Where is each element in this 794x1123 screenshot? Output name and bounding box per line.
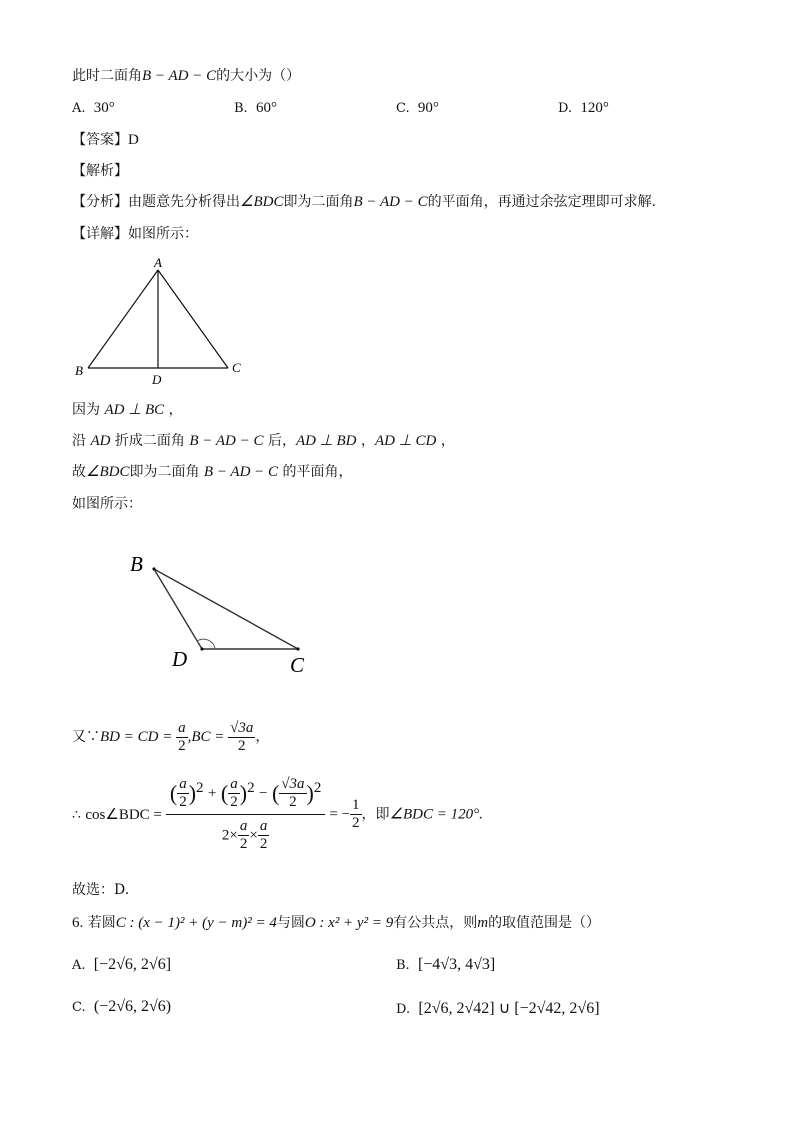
question-number: 6. xyxy=(72,915,84,931)
side-ac xyxy=(158,270,228,368)
text: 的取值范围是（） xyxy=(488,915,601,931)
numerator: √3a xyxy=(230,719,254,736)
result-cell xyxy=(325,776,483,853)
fold-line xyxy=(72,431,455,451)
dihedral-expression: B − AD − C xyxy=(353,194,428,210)
fraction-sqrt3a-over-2 xyxy=(279,776,306,811)
fenxi-text: 即为二面角 xyxy=(283,194,354,210)
option-letter: D. xyxy=(396,1002,411,1017)
exponent: 2 xyxy=(196,779,204,796)
fraction-a-over-2 xyxy=(238,818,250,853)
result-expression: ∠BDC = 120°. xyxy=(389,806,483,823)
text: 即为二面角 xyxy=(129,464,200,480)
fraction-one-half xyxy=(350,797,362,832)
cosine-equation xyxy=(72,776,483,853)
text: 因为 xyxy=(72,402,100,418)
numerator: 1 xyxy=(352,797,360,813)
stem-prefix: 此时二面角 xyxy=(72,68,142,84)
option-letter: B. xyxy=(396,958,410,973)
detail-text: 如图所示： xyxy=(128,226,198,242)
option-d xyxy=(558,100,609,117)
circle-c-equation: C : (x − 1)² + (y − m)² = 4 xyxy=(115,915,277,931)
angle-expression: ∠BDC xyxy=(86,464,130,480)
side-bc xyxy=(154,569,298,649)
denominator: 2 xyxy=(179,794,187,810)
denominator: 2 xyxy=(352,815,360,831)
cos-label: cos∠BDC = xyxy=(85,806,162,823)
denominator: 2 xyxy=(230,794,238,810)
option-c xyxy=(396,100,439,117)
denominator: 2 xyxy=(239,836,248,852)
option-letter: A. xyxy=(72,958,86,973)
option-b xyxy=(234,100,277,117)
side-bd xyxy=(154,569,202,649)
answer-line xyxy=(72,130,139,150)
denominator: 2 xyxy=(237,737,246,754)
numerator: a xyxy=(179,776,187,792)
times-sign: × xyxy=(249,827,258,844)
perpendicular-expression: AD ⊥ BC xyxy=(104,402,165,418)
numerator: a xyxy=(230,776,238,792)
cosine-layout xyxy=(72,776,483,853)
text: 折成二面角 xyxy=(114,433,185,449)
circle-o-equation: O : x² + y² = 9 xyxy=(304,915,394,931)
option-value: [−2√6, 2√6] xyxy=(93,956,172,973)
stem-expression: B − AD − C xyxy=(142,68,217,84)
answer-tag: 【答案】 xyxy=(72,132,128,148)
variable-m: m xyxy=(477,915,489,931)
text: 又∵ xyxy=(72,729,100,745)
paren-left: ( xyxy=(169,780,178,806)
vertex-c-label: C xyxy=(290,653,305,677)
numerator: √3a xyxy=(281,776,305,792)
equation-sides xyxy=(72,718,269,756)
triangle-figure xyxy=(70,252,250,392)
numerator: a xyxy=(239,818,248,834)
text: ， xyxy=(360,433,375,449)
fenxi-tag: 【分析】 xyxy=(72,194,128,210)
detail-line xyxy=(72,224,198,244)
numerator: a xyxy=(178,719,186,736)
question-6-stem xyxy=(72,913,600,933)
denominator: 2 xyxy=(259,836,268,852)
option-value: [2√6, 2√42] ∪ [−2√42, 2√6] xyxy=(418,1000,600,1017)
fraction-a-over-2 xyxy=(258,818,270,853)
plus-sign: + xyxy=(207,785,217,802)
denominator: 2 xyxy=(289,794,297,810)
paren-right: ) xyxy=(239,780,248,806)
so-line xyxy=(72,462,353,482)
option-value: 90° xyxy=(417,100,439,116)
point-c xyxy=(296,647,299,650)
fenxi-text: 由题意先分析得出 xyxy=(128,194,240,210)
perpendicular-expression: AD ⊥ BD xyxy=(295,433,357,449)
detail-tag: 【详解】 xyxy=(72,226,128,242)
text: ， xyxy=(168,402,183,418)
exponent: 2 xyxy=(313,779,322,796)
text: ， xyxy=(255,729,270,745)
vertex-b-label: B xyxy=(75,363,83,378)
fraction-a-over-2 xyxy=(177,776,189,811)
q6-option-c xyxy=(72,998,171,1016)
answer-value: D xyxy=(128,132,139,148)
expression: ,BC = xyxy=(187,729,229,745)
choose-line: 故选：D. xyxy=(72,882,130,898)
paren-right: ) xyxy=(306,780,314,806)
factor: 2× xyxy=(221,827,238,844)
dihedral-expression: B − AD − C xyxy=(203,464,279,480)
dihedral-expression: B − AD − C xyxy=(189,433,264,449)
vertex-d-label: D xyxy=(172,647,188,671)
denominator: 2 xyxy=(178,737,186,754)
text: ，即 xyxy=(361,806,390,823)
option-letter: A. xyxy=(72,101,86,116)
fraction-sqrt3a-over-2 xyxy=(228,720,255,755)
question-stem xyxy=(72,66,300,86)
option-letter: D. xyxy=(558,101,573,116)
option-letter: C. xyxy=(396,101,410,116)
option-value: (−2√6, 2√6) xyxy=(93,998,172,1015)
numerator: a xyxy=(259,818,268,834)
option-value: 60° xyxy=(255,100,277,116)
text: 有公共点，则 xyxy=(393,915,478,931)
option-value: 120° xyxy=(580,100,609,116)
fenxi-text: 的平面角，再通过余弦定理即可求解. xyxy=(427,194,657,210)
text: 沿 xyxy=(72,433,86,449)
perpendicular-expression: AD ⊥ CD xyxy=(374,433,437,449)
triangle-bdc-figure xyxy=(120,545,330,685)
fraction-a-over-2 xyxy=(228,776,240,811)
segment-ad: AD xyxy=(90,433,111,449)
text: 若圆 xyxy=(87,915,116,931)
vertex-d-label: D xyxy=(152,372,162,387)
fig2-intro: 如图所示： xyxy=(72,496,142,512)
q6-option-a xyxy=(72,956,171,974)
point-b xyxy=(152,567,155,570)
fenxi-line xyxy=(72,192,656,212)
text: 的平面角， xyxy=(282,464,353,480)
text: 与圆 xyxy=(276,915,305,931)
option-value: [−4√3, 4√3] xyxy=(417,956,496,973)
minus-sign: − xyxy=(259,785,268,802)
q6-option-b xyxy=(396,956,495,974)
big-fraction xyxy=(166,776,325,853)
option-a xyxy=(72,100,115,117)
therefore-symbol: ∴ xyxy=(72,806,81,823)
fraction-a-over-2 xyxy=(176,720,188,755)
text: ， xyxy=(440,433,455,449)
big-numerator xyxy=(166,776,325,815)
analysis-tag: 【解析】 xyxy=(72,163,128,179)
expression: BD = CD = xyxy=(100,729,177,745)
option-value: 30° xyxy=(93,100,115,116)
point-d xyxy=(200,647,203,650)
stem-suffix: 的大小为（） xyxy=(216,68,301,84)
because-line xyxy=(72,400,183,420)
angle-expression: ∠BDC xyxy=(240,194,284,210)
paren-left: ( xyxy=(220,780,229,806)
cos-label-cell xyxy=(72,776,166,853)
text: 后， xyxy=(267,433,296,449)
text: 故 xyxy=(72,464,86,480)
big-denominator xyxy=(166,815,325,853)
vertex-a-label: A xyxy=(154,255,162,270)
vertex-b-label: B xyxy=(130,552,143,576)
option-letter: C. xyxy=(72,1000,86,1015)
vertex-c-label: C xyxy=(232,360,241,375)
equals-minus: = − xyxy=(329,806,350,823)
option-letter: B. xyxy=(234,101,248,116)
exponent: 2 xyxy=(247,779,255,796)
q6-option-d xyxy=(396,998,600,1018)
side-ab xyxy=(88,270,158,368)
paren-left: ( xyxy=(271,780,280,806)
paren-right: ) xyxy=(188,780,197,806)
angle-arc xyxy=(197,639,215,648)
